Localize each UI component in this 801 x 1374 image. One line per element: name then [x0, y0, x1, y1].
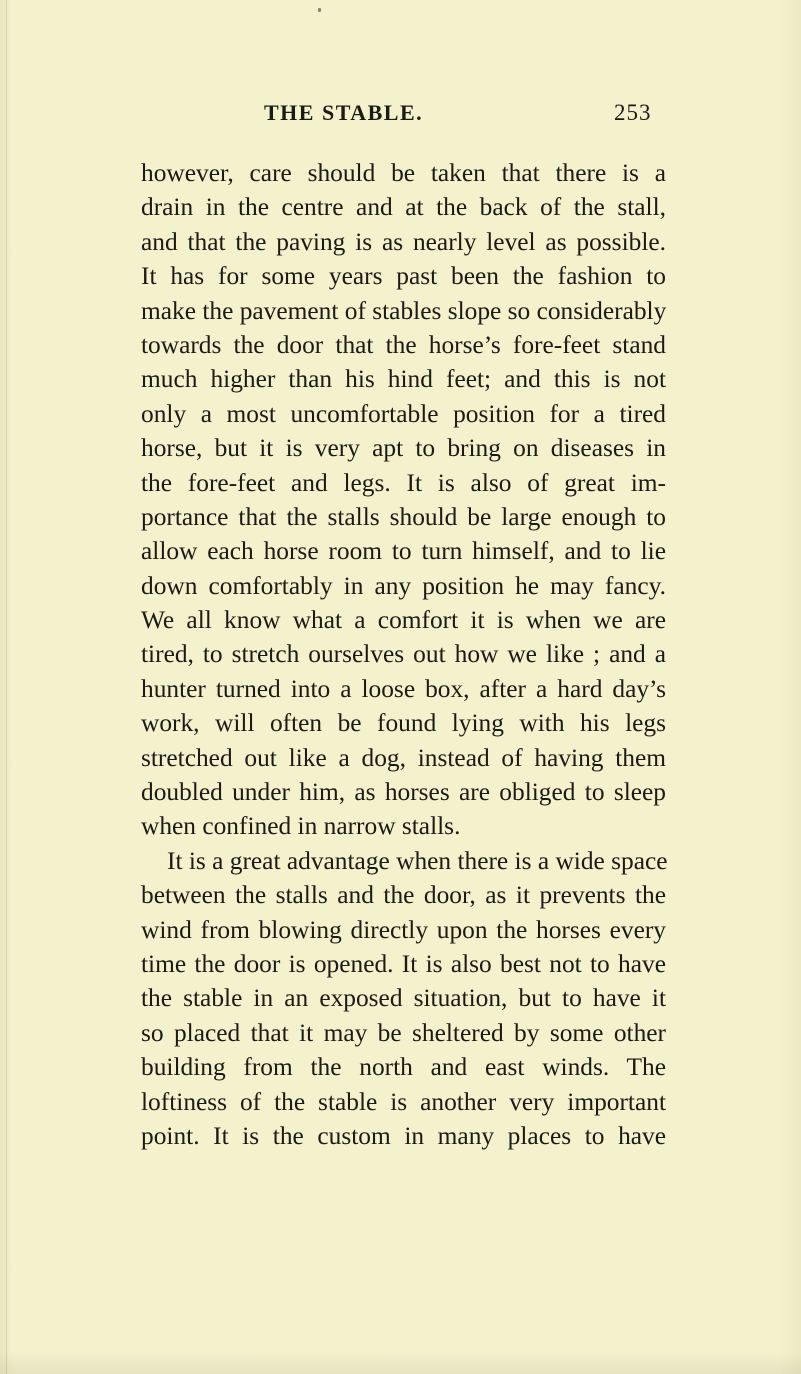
text-line: point. It is the custom in many places to have	[141, 1121, 666, 1150]
paragraph-start-line: It is a great advantage when there is a wide space	[167, 846, 668, 875]
text-line: however, care should be taken that there is a	[141, 159, 666, 187]
text-line: drain in the centre and at the back of the stall,	[141, 193, 666, 222]
text-line: much higher than his hind feet; and this is not	[141, 365, 666, 394]
text-line: so placed that it may be sheltered by some other	[141, 1018, 666, 1047]
text-line: time the door is opened. It is also best not to have	[141, 949, 666, 978]
paragraph-end-line: when confined in narrow stalls.	[141, 812, 461, 841]
text-line: stretched out like a dog, instead of having them	[141, 743, 666, 772]
text-line: and that the paving is as nearly level as possible.	[141, 227, 666, 256]
text-line: It has for some years past been the fashion to	[141, 262, 666, 291]
text-line: hunter turned into a loose box, after a hard day’s	[141, 674, 666, 703]
text-line: between the stalls and the door, as it prevents the	[141, 881, 666, 910]
page-bottom-shadow	[0, 1352, 801, 1374]
body-text	[141, 156, 666, 1153]
text-line: work, will often be found lying with his legs	[141, 709, 666, 738]
page-header	[0, 100, 801, 134]
text-line: the fore-feet and legs. It is also of great im-	[141, 468, 666, 497]
text-line: tired, to stretch ourselves out how we like ; and a	[141, 640, 666, 669]
text-line: We all know what a comfort it is when we are	[141, 606, 666, 635]
text-line: allow each horse room to turn himself, and to lie	[141, 537, 666, 566]
page-number: 253	[614, 100, 652, 125]
text-line: doubled under him, as horses are obliged to sleep	[141, 778, 666, 807]
page-gutter-edge	[6, 0, 7, 1374]
ink-speck	[318, 8, 321, 12]
text-line: only a most uncomfortable position for a tired	[141, 399, 666, 428]
text-line: horse, but it is very apt to bring on diseases in	[141, 434, 666, 463]
text-line: down comfortably in any position he may fancy.	[141, 571, 666, 600]
text-line: loftiness of the stable is another very important	[141, 1087, 666, 1116]
text-line: building from the north and east winds. The	[141, 1053, 666, 1082]
running-head: THE STABLE.	[264, 100, 424, 125]
text-line: portance that the stalls should be large enough to	[141, 502, 666, 531]
text-line: make the pavement of stables slope so considerably	[141, 296, 667, 325]
text-line: towards the door that the horse’s fore-feet stand	[141, 330, 666, 359]
text-line: the stable in an exposed situation, but to have it	[141, 984, 666, 1013]
text-line: wind from blowing directly upon the horses every	[141, 915, 666, 944]
